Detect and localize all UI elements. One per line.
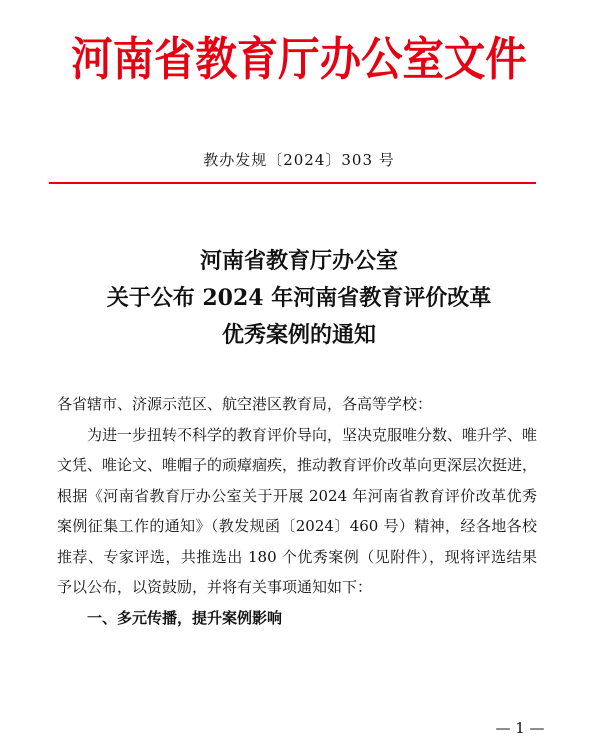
notice-title-line-2: 关于公布 2024 年河南省教育评价改革 [106, 285, 492, 311]
notice-body [57, 389, 537, 633]
section-heading: 一、多元传播，提升案例影响 [87, 608, 283, 627]
page-number: — 1 — [495, 719, 545, 737]
issuer-masthead: 河南省教育厅办公室文件 [71, 32, 527, 86]
salutation: 各省辖市、济源示范区、航空港区教育局，各高等学校： [57, 395, 433, 413]
notice-title-line-1: 河南省教育厅办公室 [199, 248, 398, 274]
red-divider-line [49, 182, 536, 184]
notice-title-line-3: 优秀案例的通知 [221, 322, 376, 348]
body-paragraph: 为进一步扭转不科学的教育评价导向，坚决克服唯分数、唯升学、唯文凭、唯论文、唯帽子的顽瘴痼疾，推动教育评价改革向更深层次挺进，根据《河南省教育厅办公室关于开展 2024 年河南省教育评价改革优秀案例征集工作的通知》（教发规函〔2024〕460 号）精神，经各地各校推荐、专家评选，共推选出 180 个优秀案例（见附件），现将评选结果予以公布，以资鼓励，并将有关事项通知如下： [57, 425, 538, 596]
document-number: 教办发规〔2024〕303 号 [203, 151, 395, 169]
